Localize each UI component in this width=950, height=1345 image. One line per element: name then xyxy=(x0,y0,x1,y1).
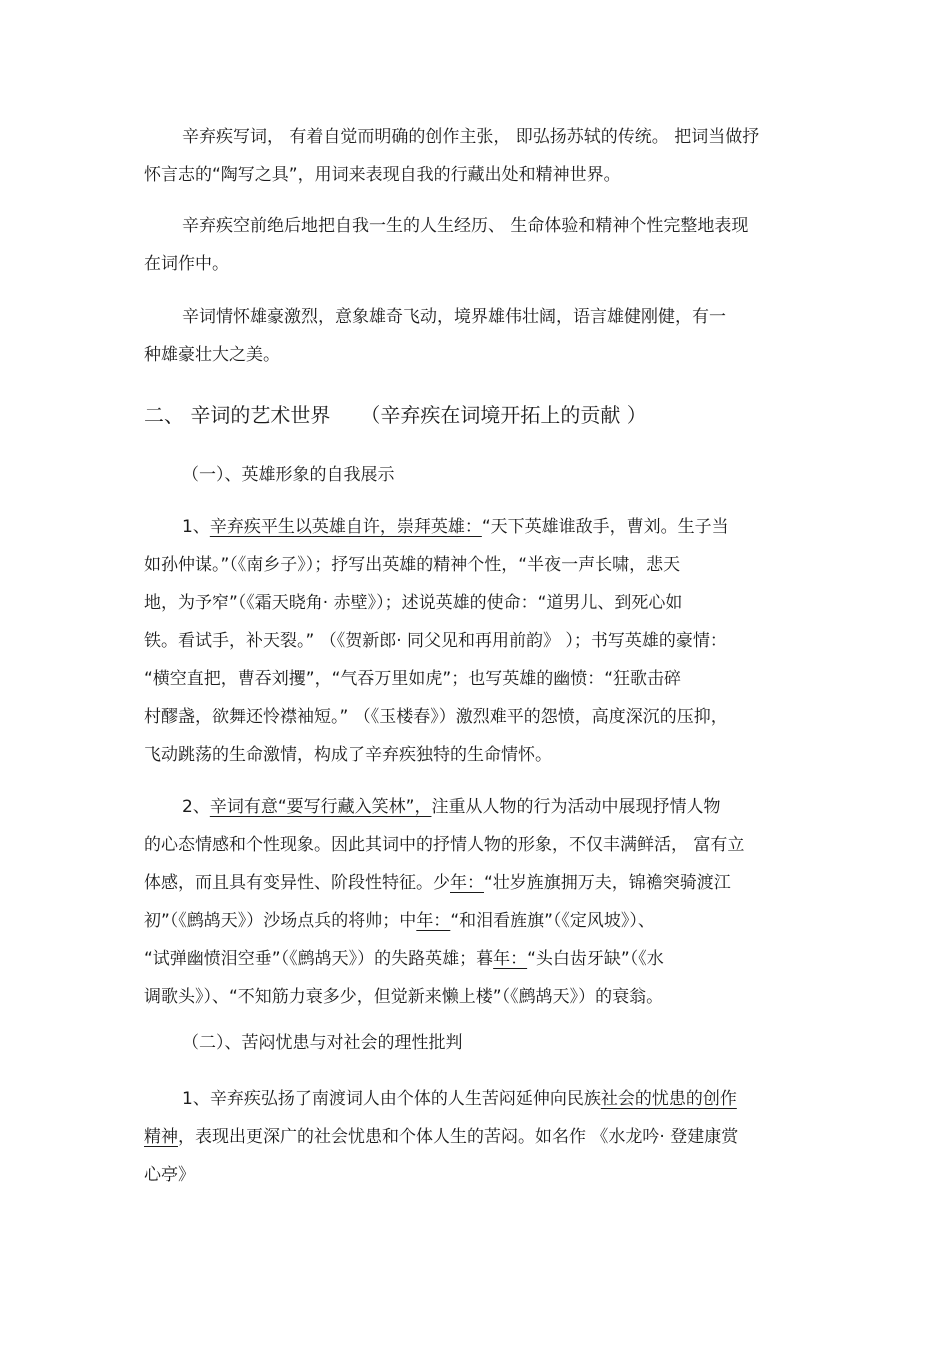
paragraph-line: 飞动跳荡的生命激情，构成了辛弃疾独特的生命情怀。 xyxy=(144,745,552,765)
paragraph-line: 在词作中。 xyxy=(144,254,229,274)
line-text: 体感，而且具有变异性、阶段性特征。少 xyxy=(144,873,450,893)
underlined-text: 精神 xyxy=(144,1127,178,1147)
paragraph-line: 辛词情怀雄豪激烈，意象雄奇飞动，境界雄伟壮阔，语言雄健刚健，有一 xyxy=(182,307,726,327)
underlined-text: 年： xyxy=(493,949,528,969)
paragraph-line xyxy=(144,788,814,826)
underlined-text: 辛词有意“要写行藏入笑林”， xyxy=(209,797,432,817)
paragraph-line xyxy=(144,940,814,978)
paragraph-line: 心亭》 xyxy=(144,1165,195,1185)
paragraph-line xyxy=(144,902,814,940)
line-text: “头白齿牙缺”（《水 xyxy=(527,949,664,969)
section-title: 二、 辛词的艺术世界 xyxy=(144,403,331,427)
paragraph-line: 村醪盏，欲舞还怜襟袖短。” （《玉楼春》）激烈难平的怨愤，高度深沉的压抑， xyxy=(144,707,728,727)
line-text: “和泪看旌旗”（《定风坡》）、 xyxy=(450,911,655,931)
paragraph-line: 种雄豪壮大之美。 xyxy=(144,345,280,365)
item-number: 2、 xyxy=(182,797,210,817)
paragraph-2 xyxy=(144,207,814,283)
line-text: 初”（《鹧鸪天》）沙场点兵的将帅；中 xyxy=(144,911,417,931)
sub2-item-1 xyxy=(144,1080,814,1194)
line-text: 注重从人物的行为活动中展现抒情人物 xyxy=(431,797,721,817)
line-text: “试弹幽愤泪空垂”（《鹧鸪天》）的失路英雄；暮 xyxy=(144,949,494,969)
paragraph-line xyxy=(144,1118,814,1156)
paragraph-line: 如孙仲谋。”（《南乡子》）；抒写出英雄的精神个性，“半夜一声长啸，悲天 xyxy=(144,555,681,575)
paragraph-1 xyxy=(144,118,814,194)
line-text: 辛弃疾弘扬了南渡词人由个体的人生苦闷延伸向民族 xyxy=(209,1089,601,1109)
sub1-item-1 xyxy=(144,508,814,774)
subsection-title: （二）、苦闷忧患与对社会的理性批判 xyxy=(182,1033,463,1053)
paragraph-line xyxy=(144,508,814,546)
section-heading xyxy=(144,395,647,435)
underlined-text: 年： xyxy=(450,873,484,893)
paragraph-line: 辛弃疾写词， 有着自觉而明确的创作主张， 即弘扬苏轼的传统。 把词当做抒 xyxy=(182,127,760,147)
paragraph-line: 地，为予窄”（《霜天晓角· 赤壁》）；述说英雄的使命：“道男儿、到死心如 xyxy=(144,593,683,613)
paragraph-line: 铁。看试手，补天裂。” （《贺新郎· 同父见和再用前韵》 ）；书写英雄的豪情： xyxy=(144,631,727,651)
paragraph-line: 的心态情感和个性现象。因此其词中的抒情人物的形象，不仅丰满鲜活， 富有立 xyxy=(144,835,745,855)
paragraph-line: 辛弃疾空前绝后地把自我一生的人生经历、 生命体验和精神个性完整地表现 xyxy=(182,216,749,236)
item-number: 1、 xyxy=(182,1089,210,1109)
line-text: ，表现出更深广的社会忧患和个体人生的苦闷。如名作 《水龙吟· 登建康赏 xyxy=(178,1127,739,1147)
underlined-text: 辛弃疾平生以英雄自许，崇拜英雄： xyxy=(209,517,482,537)
paragraph-line: 怀言志的“陶写之具”，用词来表现自我的行藏出处和精神世界。 xyxy=(144,165,621,185)
sub1-item-2 xyxy=(144,788,814,1016)
paragraph-line: “横空直把，曹吞刘攫”，“气吞万里如虎”；也写英雄的幽愤：“狂歌击碎 xyxy=(144,669,682,689)
item-number: 1、 xyxy=(182,517,210,537)
paragraph-line xyxy=(144,1080,814,1118)
subsection-title: （一）、英雄形象的自我展示 xyxy=(182,465,395,485)
paragraph-3 xyxy=(144,298,814,374)
underlined-text: 年： xyxy=(416,911,451,931)
paragraph-line: 调歌头》）、“不知筋力衰多少，但觉新来懒上楼”（《鹧鸪天》）的衰翁。 xyxy=(144,987,664,1007)
paragraph-line xyxy=(144,864,814,902)
section-subtitle: （辛弃疾在词境开拓上的贡献 ） xyxy=(360,403,647,427)
line-text: “天下英雄谁敌手，曹刘。生子当 xyxy=(481,517,729,537)
underlined-text: 社会的忧患的创作 xyxy=(600,1089,737,1109)
line-text: “壮岁旌旗拥万夫，锦襜突骑渡江 xyxy=(484,873,731,893)
